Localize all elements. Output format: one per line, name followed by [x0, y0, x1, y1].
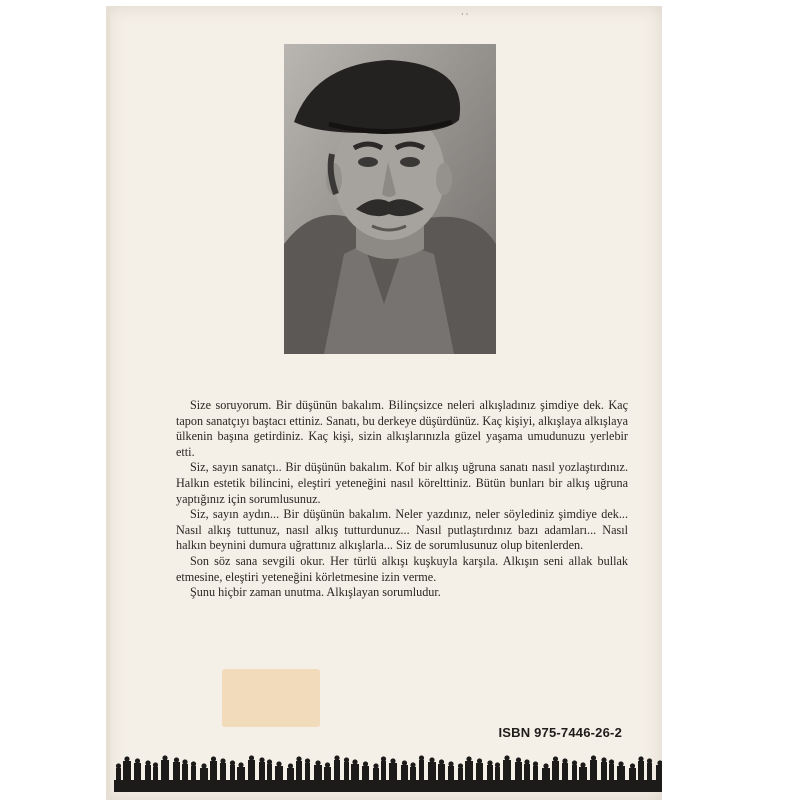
paragraph: Siz, sayın aydın... Bir düşünün bakalım. Neler yazdınız, neler söylediniz şimdiye dek... Nasıl alkış tuttunuz, nasıl alkış tutturdunuz... Nasıl putlaştırdınız bazı adamları... Nasıl halkın beynini dumura uğrattınız alkışlarla... Siz de sorumlusunuz olup bitenlerden. [176, 507, 628, 553]
print-specks: · · [461, 10, 469, 19]
spine-edge [106, 6, 110, 800]
paragraph: Siz, sayın sanatçı.. Bir düşünün bakalım. Kof bir alkış uğruna sanatı nasıl yozlaştırdınız. Halkın estetik bilincini, eleştiri yeteneğini nasıl körelttiniz. Bütün bunları bir alkış uğruna yaptığınız için sorumlusunuz. [176, 460, 628, 506]
paragraph: Size soruyorum. Bir düşünün bakalım. Bilinçsizce neleri alkışladınız şimdiye dek. Kaç tapon sanatçıyı baştacı ettiniz. Sanatı, bu derkeye düşürdünüz. Kaç kişiyi, alkışlaya alkışlaya ülkenin başına getirdiniz. Kaç kişi, sizin alkışlarınızla güzel yaşama umudunuzu yerlebir etti. [176, 398, 628, 459]
price-sticker-residue [222, 669, 320, 727]
isbn-number: ISBN 975-7446-26-2 [498, 725, 622, 740]
book-back-cover [106, 6, 662, 800]
author-photo [284, 44, 496, 354]
paragraph: Şunu hiçbir zaman unutma. Alkışlayan sorumludur. [190, 585, 441, 600]
paragraph: Son söz sana sevgili okur. Her türlü alkışı kuşkuyla karşıla. Alkışın seni allak bullak etmesine, eleştiri yeteneğini körletmesine izin verme. [176, 553, 628, 584]
back-cover-text [176, 398, 628, 601]
crowd-silhouette-strip [114, 750, 662, 792]
